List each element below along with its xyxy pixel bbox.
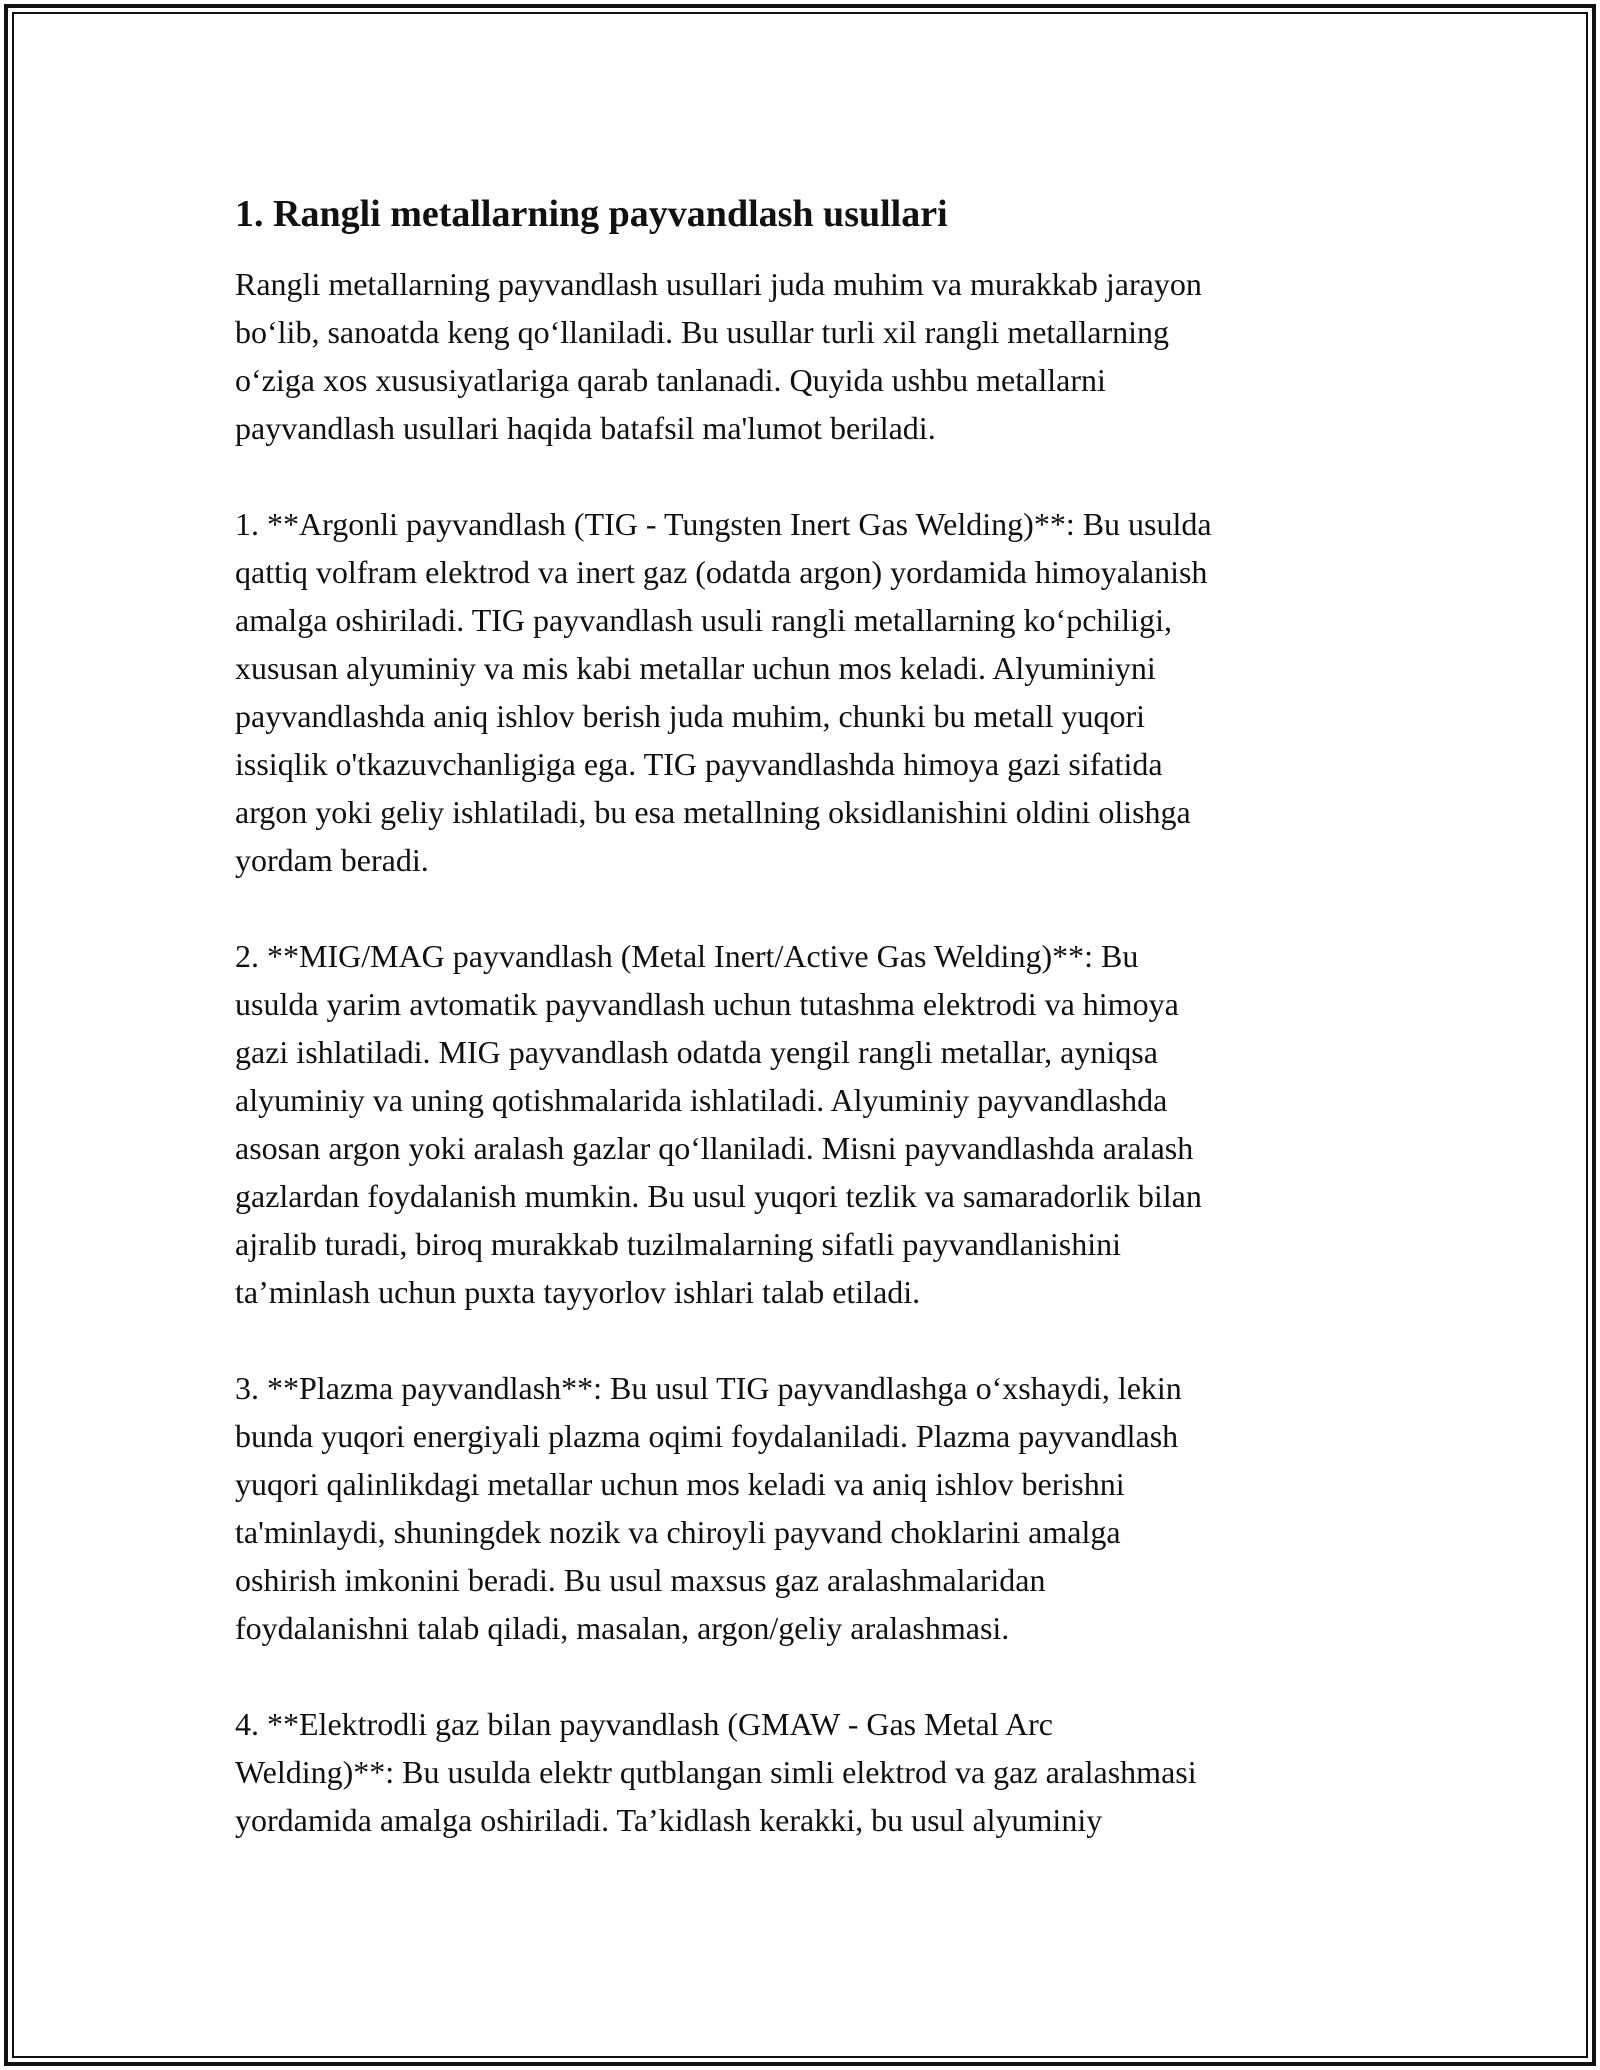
intro-paragraph: Rangli metallarning payvandlash usullari juda muhim va murakkab jarayon bo‘lib, sanoatda keng qo‘llaniladi. Bu usullar turli xil rangli metallarning o‘ziga xos xususiyatlariga qarab tanlanadi. Quyida ushbu metallarni payvandlash usullari haqida batafsil ma'lumot beriladi. bbox=[235, 266, 1202, 446]
document-body bbox=[235, 188, 1365, 1844]
gmaw-welding-paragraph: 4. **Elektrodli gaz bilan payvandlash (GMAW - Gas Metal Arc Welding)**: Bu usulda elektr qutblangan simli elektrod va gaz aralashmasi yordamida amalga oshiriladi. Ta’kidlash kerakki, bu usul alyuminiy bbox=[235, 1706, 1197, 1838]
tig-welding-paragraph: 1. **Argonli payvandlash (TIG - Tungsten Inert Gas Welding)**: Bu usulda qattiq volfram elektrod va inert gaz (odatda argon) yordamida himoyalanish amalga oshiriladi. TIG payvandlash usuli rangli metallarning ko‘pchiligi, xususan alyuminiy va mis kabi metallar uchun mos keladi. Alyuminiyni payvandlashda aniq ishlov berish juda muhim, chunki bu metall yuqori issiqlik o'tkazuvchanligiga ega. TIG payvandlashda himoya gazi sifatida argon yoki geliy ishlatiladi, bu esa metallning oksidlanishini oldini olishga yordam beradi. bbox=[235, 506, 1212, 878]
plasma-welding-paragraph: 3. **Plazma payvandlash**: Bu usul TIG payvandlashga o‘xshaydi, lekin bunda yuqori energiyali plazma oqimi foydalaniladi. Plazma payvandlash yuqori qalinlikdagi metallar uchun mos keladi va aniq ishlov berishni ta'minlaydi, shuningdek nozik va chiroyli payvand choklarini amalga oshirish imkonini beradi. Bu usul maxsus gaz aralashmalaridan foydalanishni talab qiladi, masalan, argon/geliy aralashmasi. bbox=[235, 1370, 1182, 1646]
document-title: 1. Rangli metallarning payvandlash usullari bbox=[235, 193, 948, 235]
mig-mag-welding-paragraph: 2. **MIG/MAG payvandlash (Metal Inert/Active Gas Welding)**: Bu usulda yarim avtomatik payvandlash uchun tutashma elektrodi va himoya gazi ishlatiladi. MIG payvandlash odatda yengil rangli metallar, ayniqsa alyuminiy va uning qotishmalarida ishlatiladi. Alyuminiy payvandlashda asosan argon yoki aralash gazlar qo‘llaniladi. Misni payvandlashda aralash gazlardan foydalanish mumkin. Bu usul yuqori tezlik va samaradorlik bilan ajralib turadi, biroq murakkab tuzilmalarning sifatli payvandlanishini ta’minlash uchun puxta tayyorlov ishlari talab etiladi. bbox=[235, 938, 1202, 1310]
